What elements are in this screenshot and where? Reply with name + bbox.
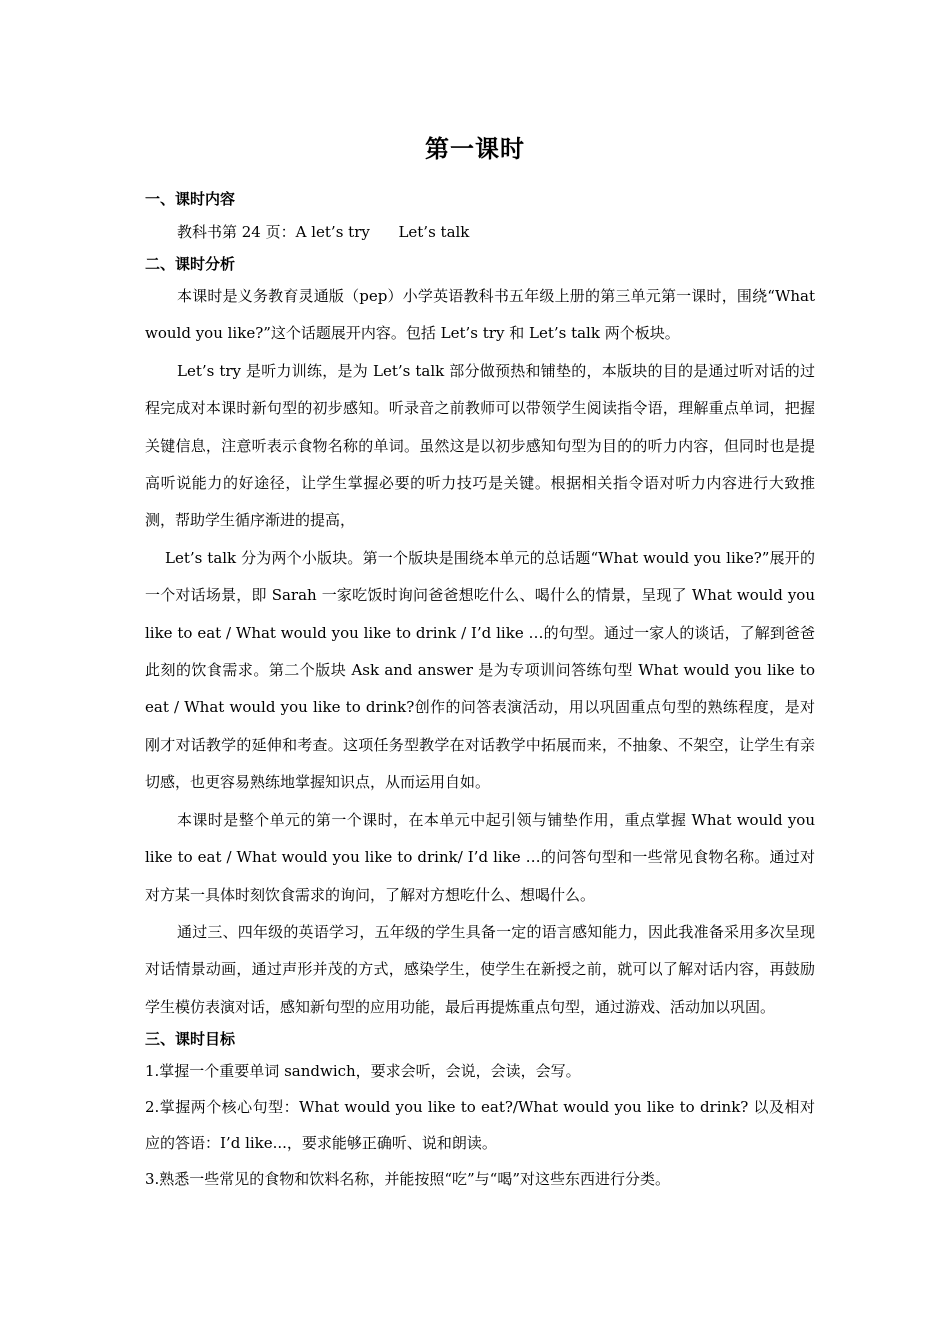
section-heading-goals: 三、课时目标 — [145, 1030, 236, 1049]
goal-item-1: 1.掌握一个重要单词 sandwich，要求会听，会说，会读，会写。 — [145, 1062, 581, 1081]
page-title: 第一课时 — [425, 134, 525, 163]
section-heading-content: 一、课时内容 — [145, 190, 236, 208]
goal-item-2: 2.掌握两个核心句型：What would you like to eat?/What would you like to drink? 以及相对应的答语：I’d like...，要求能够正确听、说和朗读。 — [145, 1098, 815, 1153]
analysis-paragraph-5: 通过三、四年级的英语学习，五年级的学生具备一定的语言感知能力，因此我准备采用多次呈现对话情景动画，通过声形并茂的方式，感染学生，使学生在新授之前，就可以了解对话内容，再鼓励学生模仿表演对话，感知新句型的应用功能，最后再提炼重点句型，通过游戏、活动加以巩固。 — [145, 922, 815, 1016]
analysis-paragraph-1: 本课时是义务教育灵通版（pep）小学英语教科书五年级上册的第三单元第一课时，围绕“What would you like?”这个话题展开内容。包括 Let’s try 和 Let’s talk 两个板块。 — [145, 287, 815, 343]
analysis-paragraph-4: 本课时是整个单元的第一个课时，在本单元中起引领与铺垫作用，重点掌握 What would you like to eat / What would you like to drink/ I’d like …的问答句型和一些常见食物名称。通过对对方某一具体时刻饮食需求的询问，了解对方想吃什么、想喝什么。 — [145, 810, 815, 904]
section-heading-analysis: 二、课时分析 — [145, 255, 236, 273]
analysis-paragraph-3: Let’s talk 分为两个小版块。第一个版块是围绕本单元的总话题“What would you like?”展开的一个对话场景，即 Sarah 一家吃饭时询问爸爸想吃什么、喝什么的情景，呈现了 What would you like to eat / What would you like to drink / I’d like …的句型。通过一家人的谈话，了解到爸爸此刻的饮食需求。第二个版块 Ask and answer 是为专项训问答练句型 What would you like to eat / What would you like to drink?创作的问答表演活动，用以巩固重点句型的熟练程度，是对刚才对话教学的延伸和考查。这项任务型教学在对话教学中拓展而来，不抽象、不架空，让学生有亲切感，也更容易熟练地掌握知识点，从而运用自如。 — [145, 548, 815, 792]
document-body — [145, 186, 815, 1197]
lesson-content-text: 教科书第 24 页：A let’s try Let’s talk — [177, 223, 470, 241]
analysis-paragraph-2: Let’s try 是听力训练，是为 Let’s talk 部分做预热和铺垫的，本版块的目的是通过听对话的过程完成对本课时新句型的初步感知。听录音之前教师可以带领学生阅读指令语，理解重点单词，把握关键信息，注意听表示食物名称的单词。虽然这是以初步感知句型为目的的听力内容，但同时也是提高听说能力的好途径，让学生掌握必要的听力技巧是关键。根据相关指令语对听力内容进行大致推测，帮助学生循序渐进的提高， — [145, 361, 815, 530]
goal-item-3: 3.熟悉一些常见的食物和饮料名称，并能按照“吃”与“喝”对这些东西进行分类。 — [145, 1170, 670, 1189]
